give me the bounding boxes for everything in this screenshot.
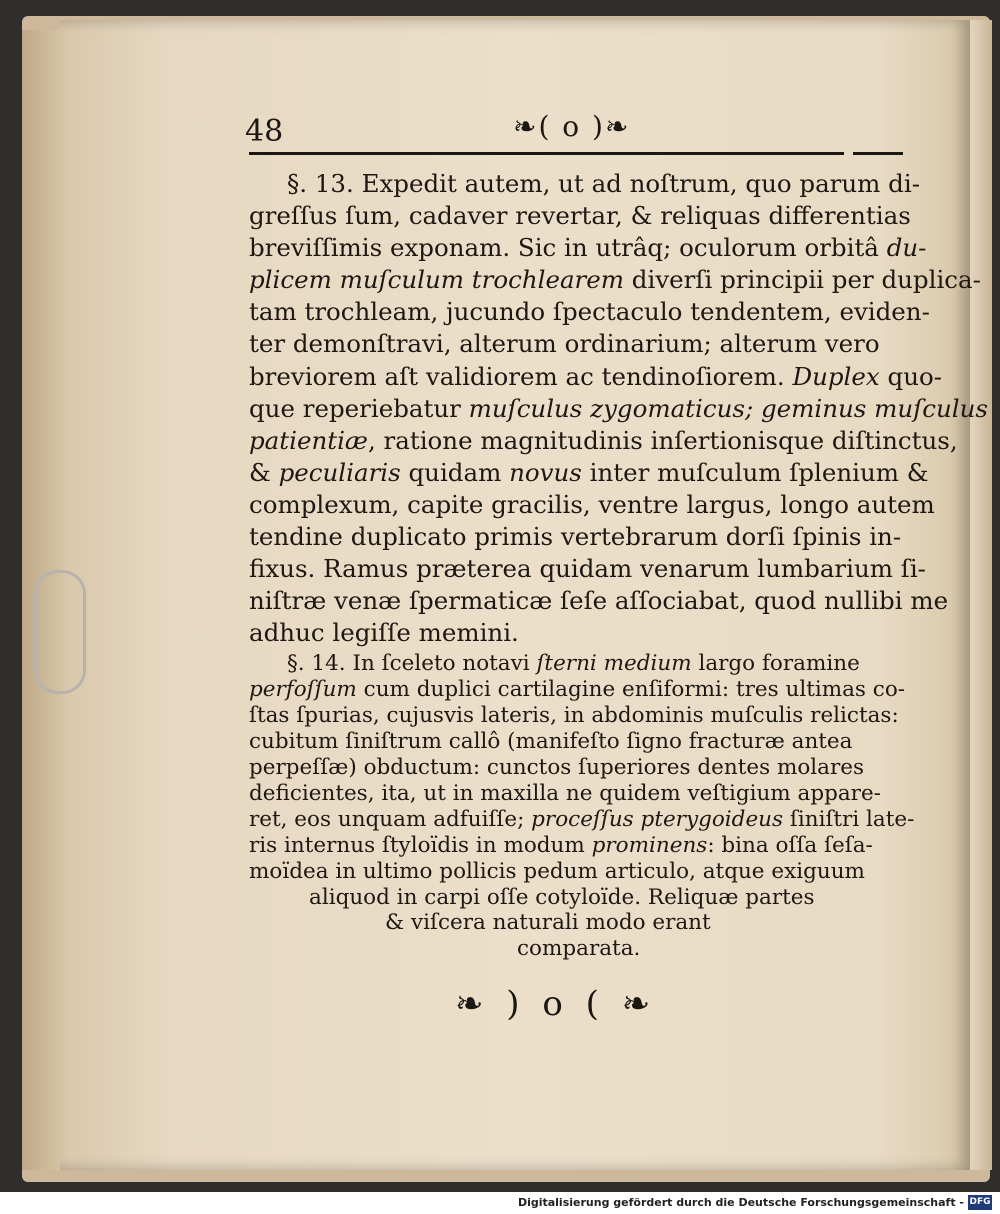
text-segment: tendine duplicato primis vertebrarum dorſi ſpinis in- <box>249 522 902 552</box>
text-line <box>249 296 930 328</box>
text-line <box>249 200 909 232</box>
digitization-footer <box>0 1192 1000 1214</box>
paragraph-13 <box>249 168 988 649</box>
text-line <box>249 521 909 553</box>
text-line <box>249 936 909 962</box>
text-segment: & <box>249 457 279 487</box>
text-line <box>249 703 909 729</box>
text-line <box>249 585 949 617</box>
italic-text: muſculus zygomaticus; geminus muſculus <box>468 393 988 423</box>
text-segment: quidam <box>400 457 510 487</box>
text-segment: greſſus ſum, cadaver revertar, & reliquas differentias <box>249 201 911 231</box>
text-line <box>249 910 909 936</box>
text-line <box>249 617 909 649</box>
text-segment: breviſſimis exponam. Sic in utrâq; oculorum orbitâ <box>249 233 887 263</box>
text-segment: tam trochleam, jucundo ſpectaculo tendentem, eviden- <box>249 297 930 327</box>
italic-text: du- <box>886 233 927 263</box>
footer-credit: Digitalisierung gefördert durch die Deutsche Forschungsgemeinschaft - <box>517 1196 964 1209</box>
text-line <box>249 168 920 200</box>
dfg-logo-icon: DFG <box>968 1195 992 1210</box>
text-line <box>249 232 927 264</box>
header-rule <box>249 152 844 155</box>
text-line <box>249 755 909 781</box>
text-segment: aliquod in carpi oſſe cotyloïde. Reliquæ partes <box>309 884 815 910</box>
text-line <box>249 859 909 885</box>
text-line <box>249 781 909 807</box>
text-line <box>249 328 909 360</box>
text-segment: inter muſculum ſplenium & <box>581 457 929 487</box>
text-line <box>249 833 909 859</box>
text-line <box>249 425 958 457</box>
text-segment: perpeſſæ) obductum: cunctos ſuperiores dentes molares <box>249 755 865 781</box>
paper-clip-icon <box>34 570 86 694</box>
text-segment: fixus. Ramus præterea quidam venarum lumbarium ſi- <box>249 554 926 584</box>
text-segment: , ratione magnitudinis inſertionisque diſtinctus, <box>367 425 958 455</box>
text-line <box>249 264 981 296</box>
text-line <box>249 651 909 677</box>
italic-text: prominens <box>591 832 708 858</box>
text-segment: niſtræ venæ ſpermaticæ ſeſe aſſociabat, quod nullibi me <box>249 586 949 616</box>
text-segment: & viſcera naturali modo erant <box>385 910 711 936</box>
page-body <box>249 168 988 962</box>
text-segment: largo foramine <box>691 651 860 677</box>
text-segment: que reperiebatur <box>249 393 469 423</box>
text-line <box>249 361 942 393</box>
text-line <box>249 885 909 911</box>
italic-text: peculiaris <box>278 457 401 487</box>
italic-text: ſterni medium <box>536 651 692 677</box>
text-segment: cum duplici cartilagine enſiformi: tres ultimas co- <box>356 677 906 703</box>
page-edge-right <box>970 20 992 1170</box>
page-number: 48 <box>245 114 284 149</box>
text-segment: ſtas ſpurias, cujusvis lateris, in abdominis muſculis relictas: <box>249 703 899 729</box>
text-segment: quo- <box>879 361 942 391</box>
text-line <box>249 393 988 425</box>
text-segment: ret, eos unquam adfuiſſe; <box>249 806 532 832</box>
italic-text: plicem muſculum trochlearem <box>249 265 625 295</box>
text-segment: breviorem aſt validiorem ac tendinoſiorem. <box>249 361 793 391</box>
italic-text: perfoſſum <box>249 677 357 703</box>
text-segment: diverſi principii per duplica- <box>624 265 981 295</box>
text-line <box>249 806 915 833</box>
text-line <box>249 457 929 489</box>
text-segment: ris internus ſtyloïdis in modum <box>249 832 592 858</box>
header-ornament: ❧( o )❧ <box>513 110 631 143</box>
text-line <box>249 489 935 521</box>
text-segment: §. 14. In ſceleto notavi <box>287 651 537 677</box>
tail-ornament: ❧ ) o ( ❧ <box>455 984 657 1024</box>
text-segment: adhuc legiſſe memini. <box>249 618 519 648</box>
text-line <box>249 677 909 703</box>
text-segment: : bina oſſa ſeſa- <box>707 832 873 858</box>
text-segment: cubitum ſiniſtrum callô (manifeſto ſigno fracturæ antea <box>249 729 853 755</box>
italic-text: novus <box>509 457 582 487</box>
text-segment: comparata. <box>517 936 641 962</box>
italic-text: Duplex <box>792 361 880 391</box>
page-header <box>245 108 905 158</box>
text-line <box>249 729 909 755</box>
paragraph-14 <box>249 651 915 962</box>
header-rule-short <box>853 152 903 155</box>
text-segment: moïdea in ultimo pollicis pedum articulo, atque exiguum <box>249 858 865 884</box>
text-line <box>249 553 926 585</box>
text-segment: deficientes, ita, ut in maxilla ne quidem veſtigium appare- <box>249 780 881 806</box>
text-segment: complexum, capite gracilis, ventre largus, longo autem <box>249 489 935 519</box>
italic-text: proceſſus pterygoideus <box>531 806 784 832</box>
text-segment: §. 13. Expedit autem, ut ad noſtrum, quo parum di- <box>287 169 920 198</box>
italic-text: patientiæ <box>249 425 368 455</box>
text-segment: ter demonſtravi, alterum ordinarium; alterum vero <box>249 329 880 359</box>
text-segment: ſiniſtri late- <box>783 806 915 832</box>
